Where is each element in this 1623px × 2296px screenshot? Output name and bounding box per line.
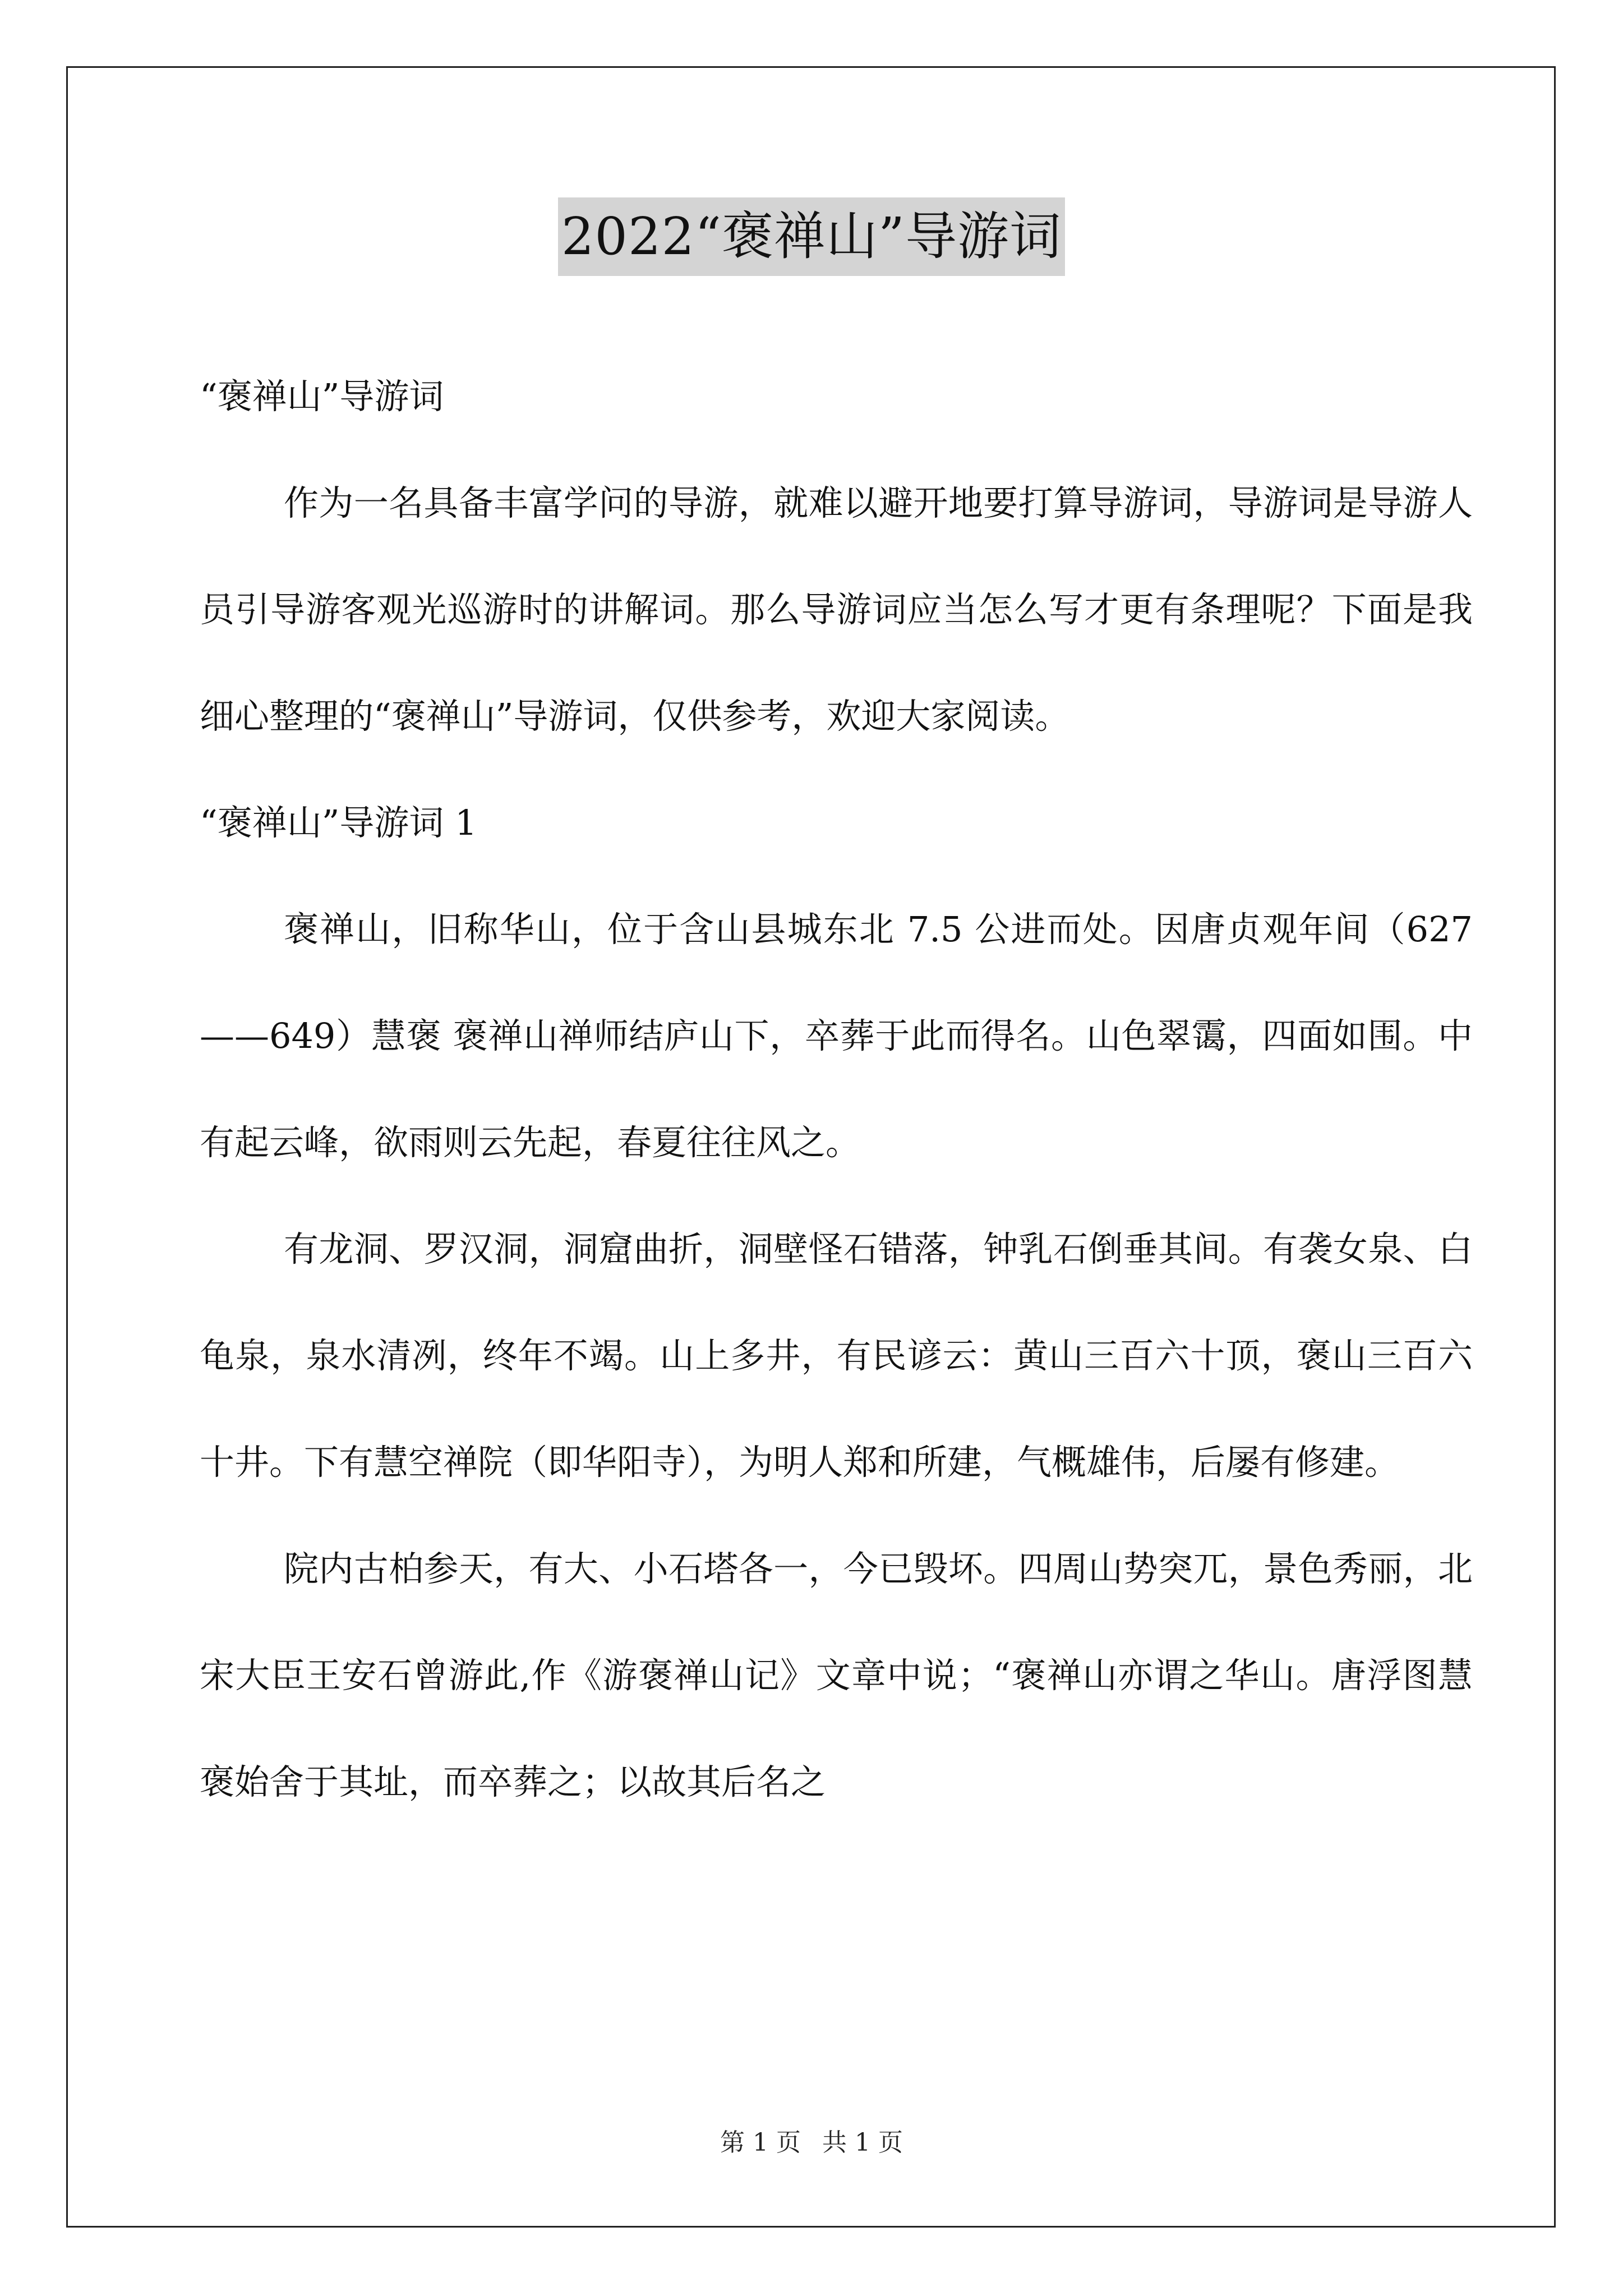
body-paragraph: 作为一名具备丰富学问的导游，就难以避开地要打算导游词，导游词是导游人员引导游客观光巡游时的讲解词。那么导游词应当怎么写才更有条理呢？下面是我细心整理的“褒禅山”导游词，仅供参考，欢迎大家阅读。 [200,482,1473,737]
section-heading: “褒禅山”导游词 [200,376,444,417]
page-number: 第 1 页 [720,2128,801,2157]
body-paragraph: 有龙洞、罗汉洞，洞窟曲折，洞壁怪石错落，钟乳石倒垂其间。有袭女泉、白龟泉，泉水清冽，终年不竭。山上多井，有民谚云：黄山三百六十顶，褒山三百六十井。下有慧空禅院（即华阳寺），为明人郑和所建，气概雄伟，后屡有修建。 [200,1228,1473,1483]
document-title: 2022“褒禅山”导游词 [558,197,1065,276]
body-paragraph: 褒禅山，旧称华山，位于含山县城东北 7.5 公进而处。因唐贞观年间（627——649）慧褒 褒禅山禅师结庐山下，卒葬于此而得名。山色翠霭，四面如围。中有起云峰，欲雨则云先起，春夏往往风之。 [200,909,1473,1163]
page-footer [0,2126,1623,2160]
section-heading: “褒禅山”导游词 1 [200,802,477,843]
page-total: 共 1 页 [822,2128,903,2157]
document-body [200,343,1473,1835]
title-container [0,197,1623,276]
body-paragraph: 院内古柏参天，有大、小石塔各一，今已毁坏。四周山势突兀，景色秀丽，北宋大臣王安石曾游此,作《游褒禅山记》文章中说；“褒禅山亦谓之华山。唐浮图慧褒始舍于其址，而卒葬之；以故其后名之 [200,1548,1473,1802]
